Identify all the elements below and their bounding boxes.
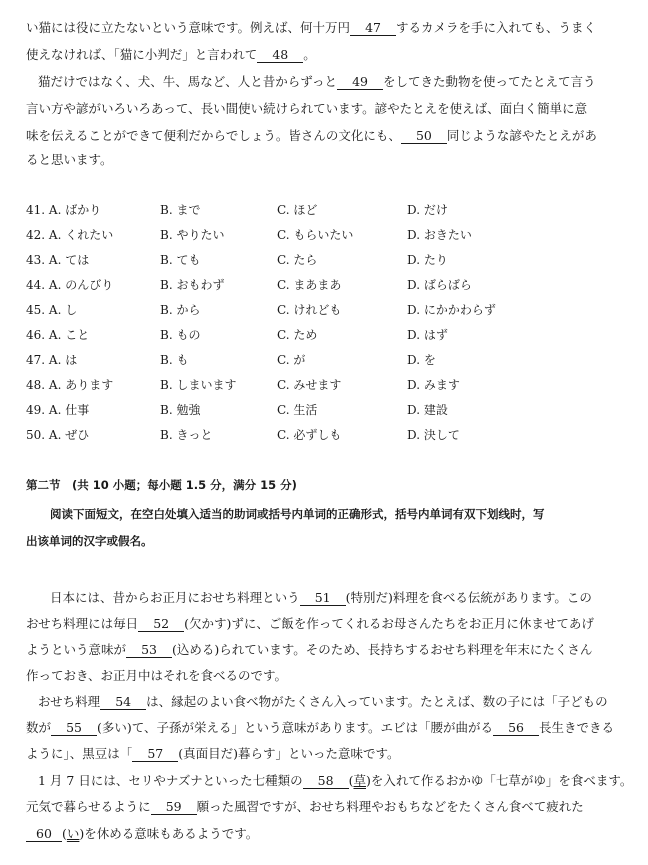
question-42 xyxy=(26,227,634,243)
passage2-line-6 xyxy=(26,720,634,736)
text-segment: (込める)られています。そのため、長持ちするおせち料理を年末にたくさん xyxy=(172,642,593,657)
passage2-line-10 xyxy=(26,826,634,842)
text-segment: 1 月 7 日には、セリやナズナといった七種類の xyxy=(38,773,303,788)
option-d[interactable]: D. はず xyxy=(407,328,448,342)
blank-49[interactable]: 49 xyxy=(337,75,383,90)
text-segment: 猫だけではなく、犬、牛、馬など、人と昔からずっと xyxy=(38,74,338,89)
option-b[interactable]: B. 勉強 xyxy=(160,403,201,417)
blank-50[interactable]: 50 xyxy=(401,129,447,144)
blank-47[interactable]: 47 xyxy=(350,21,396,36)
passage2-line-3 xyxy=(26,642,634,658)
option-d[interactable]: D. ばらばら xyxy=(407,278,472,292)
blank-60[interactable]: 60 xyxy=(26,827,62,842)
option-c[interactable]: C. まあまあ xyxy=(277,278,342,292)
text-segment: ようという意味が xyxy=(26,642,127,657)
option-d[interactable]: D. みます xyxy=(407,378,460,392)
text-segment: (特別だ)料理を食べる伝統があります。この xyxy=(345,590,592,605)
passage2-line-7 xyxy=(26,746,634,762)
option-b[interactable]: B. やりたい xyxy=(160,228,225,242)
text-segment: )を休める意味もあるようです。 xyxy=(79,826,259,841)
double-underlined-word: 草 xyxy=(353,773,366,788)
blank-54[interactable]: 54 xyxy=(100,695,146,710)
option-c[interactable]: C. たら xyxy=(277,253,318,267)
question-49 xyxy=(26,402,634,418)
option-d[interactable]: D. にかかわらず xyxy=(407,303,496,317)
option-d[interactable]: D. 建設 xyxy=(407,403,448,417)
option-b[interactable]: B. もの xyxy=(160,328,201,342)
text-segment: )を入れて作るおかゆ「七草がゆ」を食べます。 xyxy=(365,773,633,788)
text-segment: は、縁起のよい食べ物がたくさん入っています。たとえば、数の子には「子どもの xyxy=(146,694,608,709)
text-segment: 言い方や諺がいろいろあって、長い間使い続けられています。諺やたとえを使えば、面白く簡単に意 xyxy=(26,101,588,116)
passage-line-6 xyxy=(26,152,634,168)
double-underlined-word: い xyxy=(66,826,80,841)
text-segment: するカメラを手に入れても、うまく xyxy=(396,20,597,35)
blank-51[interactable]: 51 xyxy=(300,591,346,606)
option-d[interactable]: D. を xyxy=(407,353,436,367)
option-a[interactable]: 47. A. は xyxy=(26,353,78,367)
text-segment: ( xyxy=(348,773,354,788)
option-a[interactable]: 50. A. ぜひ xyxy=(26,428,90,442)
passage2-line-4 xyxy=(26,668,634,684)
question-41 xyxy=(26,202,634,218)
option-c[interactable]: C. もらいたい xyxy=(277,228,354,242)
blank-53[interactable]: 53 xyxy=(126,643,172,658)
option-d[interactable]: D. たり xyxy=(407,253,448,267)
option-c[interactable]: C. ため xyxy=(277,328,318,342)
option-b[interactable]: B. から xyxy=(160,303,201,317)
blank-59[interactable]: 59 xyxy=(151,800,197,815)
option-a[interactable]: 46. A. こと xyxy=(26,328,90,342)
option-b[interactable]: B. ても xyxy=(160,253,201,267)
instruction-line-2: 出该单词的汉字或假名。 xyxy=(26,534,153,548)
option-a[interactable]: 49. A. 仕事 xyxy=(26,403,90,417)
blank-55[interactable]: 55 xyxy=(51,721,97,736)
option-a[interactable]: 44. A. のんびり xyxy=(26,278,114,292)
option-a[interactable]: 45. A. し xyxy=(26,303,78,317)
blank-52[interactable]: 52 xyxy=(138,617,184,632)
question-47 xyxy=(26,352,634,368)
text-segment: 長生きできる xyxy=(539,720,615,735)
option-b[interactable]: B. おもわず xyxy=(160,278,225,292)
text-segment: をしてきた動物を使ってたとえて言う xyxy=(383,74,596,89)
passage-line-5 xyxy=(26,128,634,144)
blank-56[interactable]: 56 xyxy=(493,721,539,736)
instruction-line-1: 阅读下面短文，在空白处填入适当的助词或括号内单词的正确形式，括号内单词有双下划线时，写 xyxy=(50,507,545,521)
passage2-line-8 xyxy=(38,773,634,789)
passage-line-2 xyxy=(26,47,634,63)
text-segment: おせち料理 xyxy=(38,694,101,709)
section-heading: 第二节 (共 10 小题；每小题 1.5 分，满分 15 分) xyxy=(26,478,297,492)
option-a[interactable]: 42. A. くれたい xyxy=(26,228,114,242)
text-segment: ると思います。 xyxy=(26,152,113,167)
passage-line-4 xyxy=(26,101,634,117)
passage2-line-2 xyxy=(26,616,634,632)
option-b[interactable]: B. まで xyxy=(160,203,201,217)
question-44 xyxy=(26,277,634,293)
text-segment: 作っておき、お正月中はそれを食べるのです。 xyxy=(26,668,288,683)
text-segment: ように」、黒豆は「 xyxy=(26,746,133,761)
passage2-line-9 xyxy=(26,799,634,815)
option-d[interactable]: D. おきたい xyxy=(407,228,472,242)
passage2-line-5 xyxy=(38,694,634,710)
blank-48[interactable]: 48 xyxy=(257,48,303,63)
question-43 xyxy=(26,252,634,268)
question-46 xyxy=(26,327,634,343)
text-segment: 使えなければ、「猫に小判だ」と言われて xyxy=(26,47,258,62)
option-a[interactable]: 41. A. ばかり xyxy=(26,203,102,217)
text-segment: (欠かす)ずに、ご飯を作ってくれるお母さんたちをお正月に休ませてあげ xyxy=(184,616,594,631)
option-c[interactable]: C. ほど xyxy=(277,203,318,217)
question-45 xyxy=(26,302,634,318)
option-c[interactable]: C. みせます xyxy=(277,378,342,392)
text-segment: 。 xyxy=(303,47,316,62)
passage-line-3 xyxy=(38,74,634,90)
option-d[interactable]: D. だけ xyxy=(407,203,448,217)
text-segment: 味を伝えることができて便利だからでしょう。皆さんの文化にも、 xyxy=(26,128,401,143)
option-a[interactable]: 43. A. ては xyxy=(26,253,90,267)
option-c[interactable]: C. 生活 xyxy=(277,403,318,417)
text-segment: 日本には、昔からお正月におせち料理という xyxy=(50,590,300,605)
option-b[interactable]: B. も xyxy=(160,353,189,367)
option-b[interactable]: B. しまいます xyxy=(160,378,237,392)
option-c[interactable]: C. が xyxy=(277,353,306,367)
text-segment: い猫には役に立たないという意味です。例えば、何十万円 xyxy=(26,20,351,35)
text-segment: (多い)て、子孫が栄える」という意味があります。エビは「腰が曲がる xyxy=(97,720,494,735)
text-segment: (真面目だ)暮らす」といった意味です。 xyxy=(178,746,400,761)
text-segment: 数が xyxy=(26,720,52,735)
option-c[interactable]: C. けれども xyxy=(277,303,342,317)
blank-57[interactable]: 57 xyxy=(132,747,178,762)
option-b[interactable]: B. きっと xyxy=(160,428,213,442)
option-d[interactable]: D. 決して xyxy=(407,428,460,442)
text-segment: 元気で暮らせるように xyxy=(26,799,151,814)
option-a[interactable]: 48. A. あります xyxy=(26,378,114,392)
text-segment: 同じような諺やたとえがあ xyxy=(446,128,597,143)
passage-line-1 xyxy=(26,20,634,36)
text-segment: おせち料理には毎日 xyxy=(26,616,139,631)
passage2-line-1 xyxy=(50,590,634,606)
option-c[interactable]: C. 必ずしも xyxy=(277,428,342,442)
text-segment: ( xyxy=(62,826,67,841)
question-50 xyxy=(26,427,634,443)
blank-58[interactable]: 58 xyxy=(303,774,349,789)
text-segment: 願った風習ですが、おせち料理やおもちなどをたくさん食べて疲れた xyxy=(196,799,584,814)
question-48 xyxy=(26,377,634,393)
